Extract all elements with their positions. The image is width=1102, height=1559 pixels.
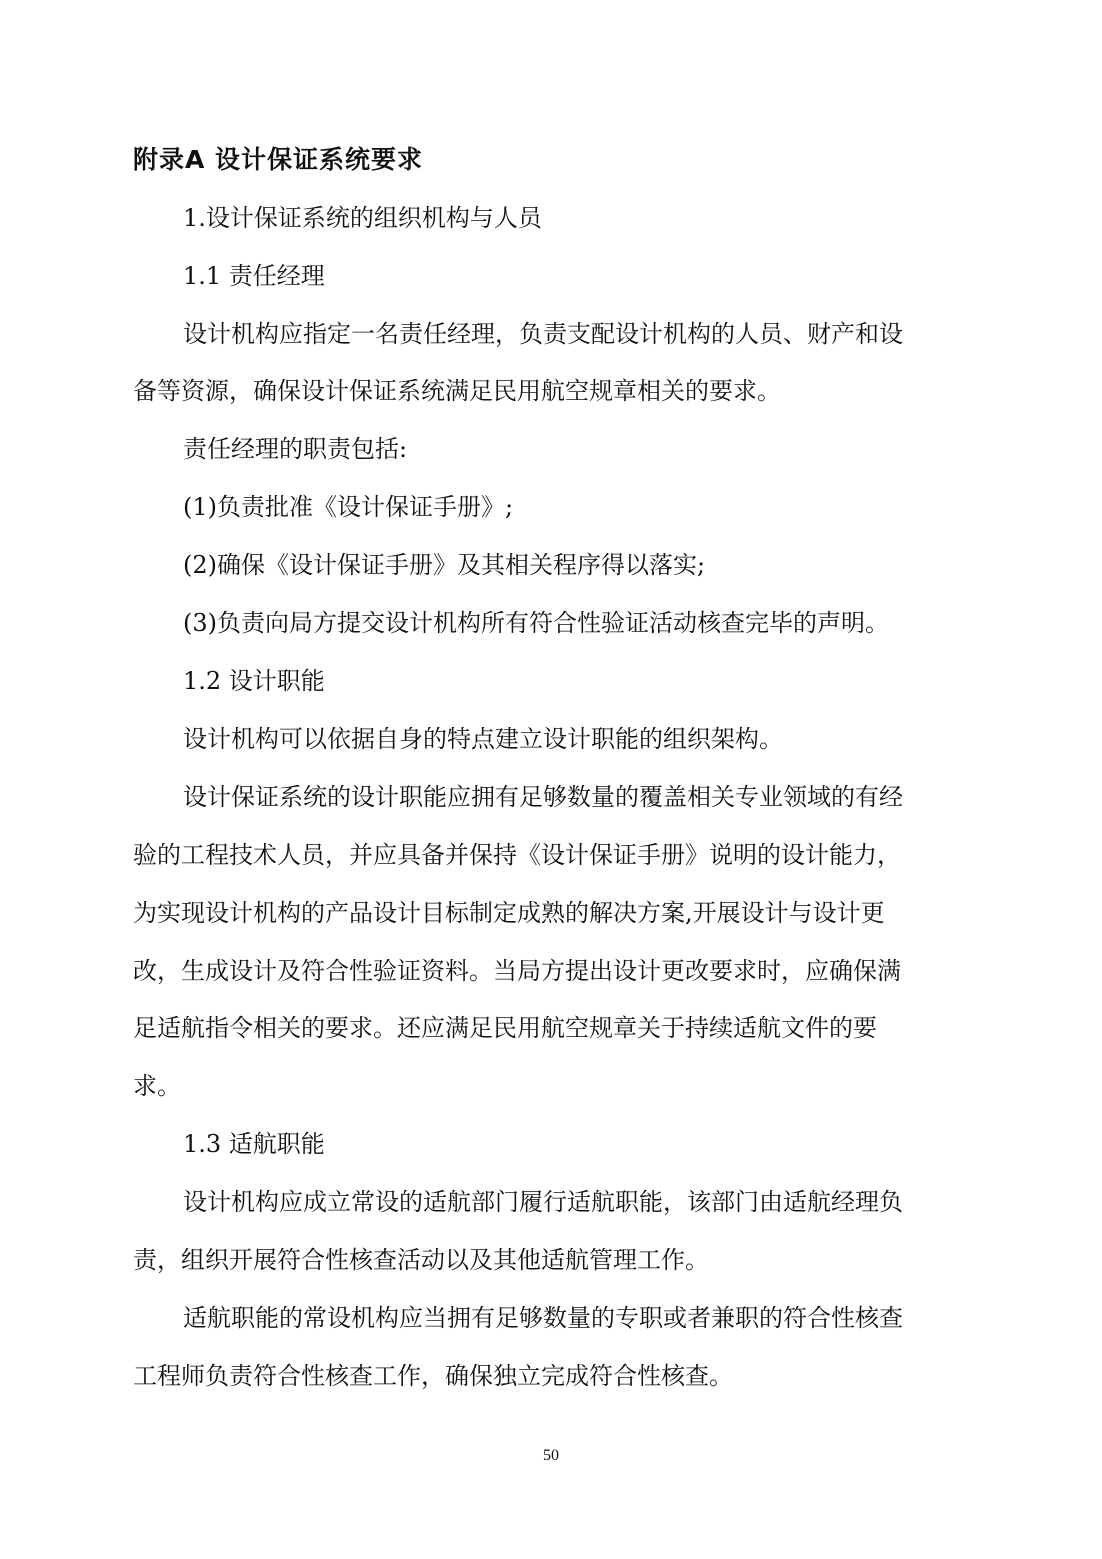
paragraph-line: 为实现设计机构的产品设计目标制定成熟的解决方案,开展设计与设计更 [133,899,885,927]
paragraph-line: 责，组织开展符合性核查活动以及其他适航管理工作。 [133,1246,709,1274]
paragraph-line: 设计保证系统的设计职能应拥有足够数量的覆盖相关专业领域的有经 [183,783,903,811]
section-1-heading: 1.设计保证系统的组织机构与人员 [183,204,542,232]
paragraph-line: 责任经理的职责包括: [183,435,408,463]
section-1-2-heading: 1.2 设计职能 [183,667,325,695]
appendix-title: 附录A 设计保证系统要求 [133,145,424,174]
paragraph-line: 足适航指令相关的要求。还应满足民用航空规章关于持续适航文件的要 [133,1014,877,1042]
page-number: 50 [543,1447,559,1464]
section-1-1-heading: 1.1 责任经理 [183,262,325,290]
list-item: (1)负责批准《设计保证手册》; [183,493,514,521]
list-item: (2)确保《设计保证手册》及其相关程序得以落实; [183,551,706,579]
paragraph-line: 设计机构应指定一名责任经理，负责支配设计机构的人员、财产和设 [183,320,903,348]
section-1-3-heading: 1.3 适航职能 [183,1130,325,1158]
paragraph-line: 改，生成设计及符合性验证资料。当局方提出设计更改要求时，应确保满 [133,957,901,985]
paragraph-line: 设计机构应成立常设的适航部门履行适航职能，该部门由适航经理负 [183,1188,903,1216]
list-item: (3)负责向局方提交设计机构所有符合性验证活动核查完毕的声明。 [183,609,889,637]
paragraph-line: 备等资源，确保设计保证系统满足民用航空规章相关的要求。 [133,377,781,405]
paragraph-line: 验的工程技术人员，并应具备并保持《设计保证手册》说明的设计能力， [133,841,901,869]
paragraph-line: 求。 [133,1072,181,1100]
paragraph-line: 设计机构可以依据自身的特点建立设计职能的组织架构。 [183,725,783,753]
paragraph-line: 工程师负责符合性核查工作，确保独立完成符合性核查。 [133,1362,733,1390]
paragraph-line: 适航职能的常设机构应当拥有足够数量的专职或者兼职的符合性核查 [183,1304,903,1332]
